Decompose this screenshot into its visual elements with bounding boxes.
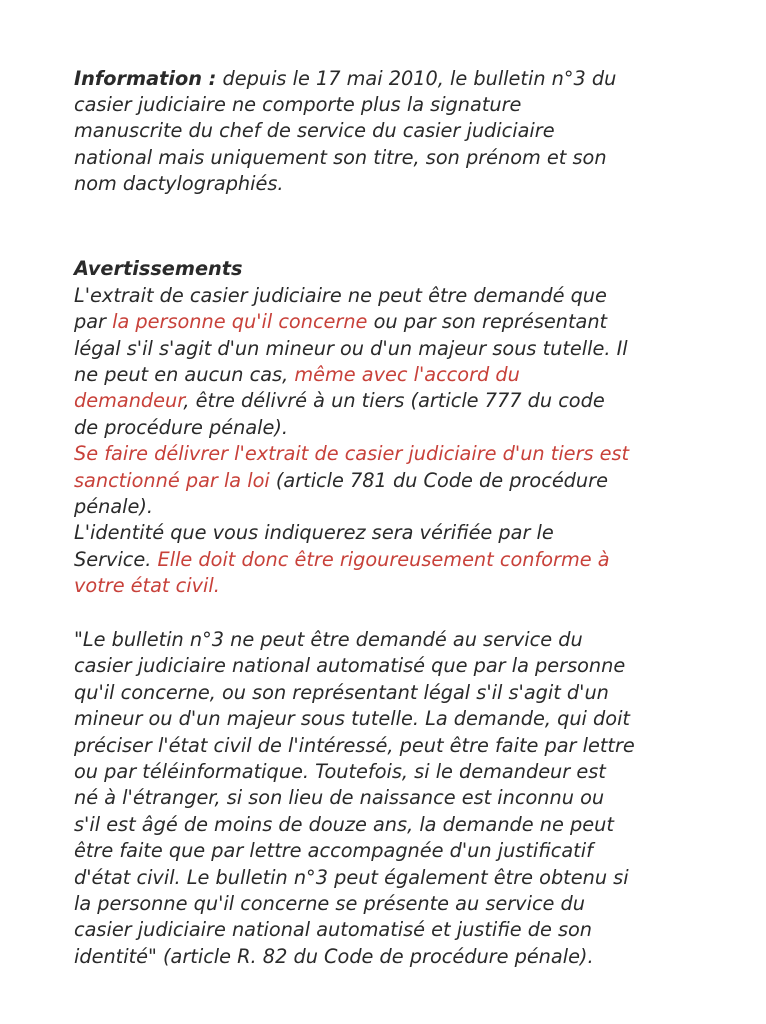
info-label: Information : (74, 67, 217, 90)
warnings-text: ne peut en aucun cas, (74, 363, 295, 386)
warnings-text: ou par son représentant (367, 310, 608, 333)
warnings-highlight: Elle doit donc être rigoureusement conforme à (157, 548, 610, 571)
quote-line: identité" (article R. 82 du Code de procédure pénale). (74, 945, 594, 968)
warnings-text: par (74, 310, 113, 333)
warnings-line (74, 388, 605, 414)
warnings-text: Service. (74, 548, 158, 571)
quote-line: préciser l'état civil de l'intéressé, peut être faite par lettre (74, 734, 635, 757)
quote-line: mineur ou d'un majeur sous tutelle. La demande, qui doit (74, 707, 630, 730)
info-line: manuscrite du chef de service du casier judiciaire (74, 119, 555, 142)
info-line: casier judiciaire ne comporte plus la signature (74, 93, 522, 116)
warnings-line (74, 362, 520, 388)
quote-line: s'il est âgé de moins de douze ans, la demande ne peut (74, 813, 614, 836)
warnings-line (74, 547, 610, 573)
info-line (74, 66, 616, 92)
warnings-line: pénale). (74, 495, 154, 518)
warnings-text: , être délivré à un tiers (article 777 du code (183, 389, 605, 412)
warnings-text: (article 781 du Code de procédure (269, 469, 608, 492)
warnings-highlight-line: Se faire délivrer l'extrait de casier judiciaire d'un tiers est (74, 442, 630, 465)
info-line: national mais uniquement son titre, son prénom et son (74, 146, 607, 169)
quote-line: la personne qu'il concerne se présente au service du (74, 892, 585, 915)
quote-line: "Le bulletin n°3 ne peut être demandé au service du (74, 628, 583, 651)
quote-line: ou par téléinformatique. Toutefois, si le demandeur est (74, 760, 606, 783)
quote-line: qu'il concerne, ou son représentant légal s'il s'agit d'un (74, 681, 609, 704)
warnings-line: L'extrait de casier judiciaire ne peut être demandé que (74, 284, 607, 307)
warnings-highlight: la personne qu'il concerne (112, 310, 368, 333)
warnings-line: légal s'il s'agit d'un mineur ou d'un majeur sous tutelle. Il (74, 337, 628, 360)
quote-line: casier judiciaire national automatisé et justifie de son (74, 918, 593, 941)
warnings-line (74, 309, 607, 335)
quote-line: être faite que par lettre accompagnée d'un justificatif (74, 839, 593, 862)
warnings-highlight: sanctionné par la loi (74, 469, 270, 492)
warnings-line: de procédure pénale). (74, 416, 289, 439)
warnings-heading: Avertissements (74, 257, 243, 280)
warnings-highlight-line: votre état civil. (74, 574, 220, 597)
warnings-line (74, 468, 608, 494)
quote-line: d'état civil. Le bulletin n°3 peut également être obtenu si (74, 866, 629, 889)
info-text: depuis le 17 mai 2010, le bulletin n°3 du (216, 67, 617, 90)
info-line: nom dactylographiés. (74, 172, 284, 195)
warnings-highlight: même avec l'accord du (294, 363, 520, 386)
warnings-line: L'identité que vous indiquerez sera vérifiée par le (74, 521, 554, 544)
quote-line: né à l'étranger, si son lieu de naissance est inconnu ou (74, 786, 605, 809)
warnings-highlight: demandeur (74, 389, 184, 412)
quote-line: casier judiciaire national automatisé que par la personne (74, 654, 626, 677)
